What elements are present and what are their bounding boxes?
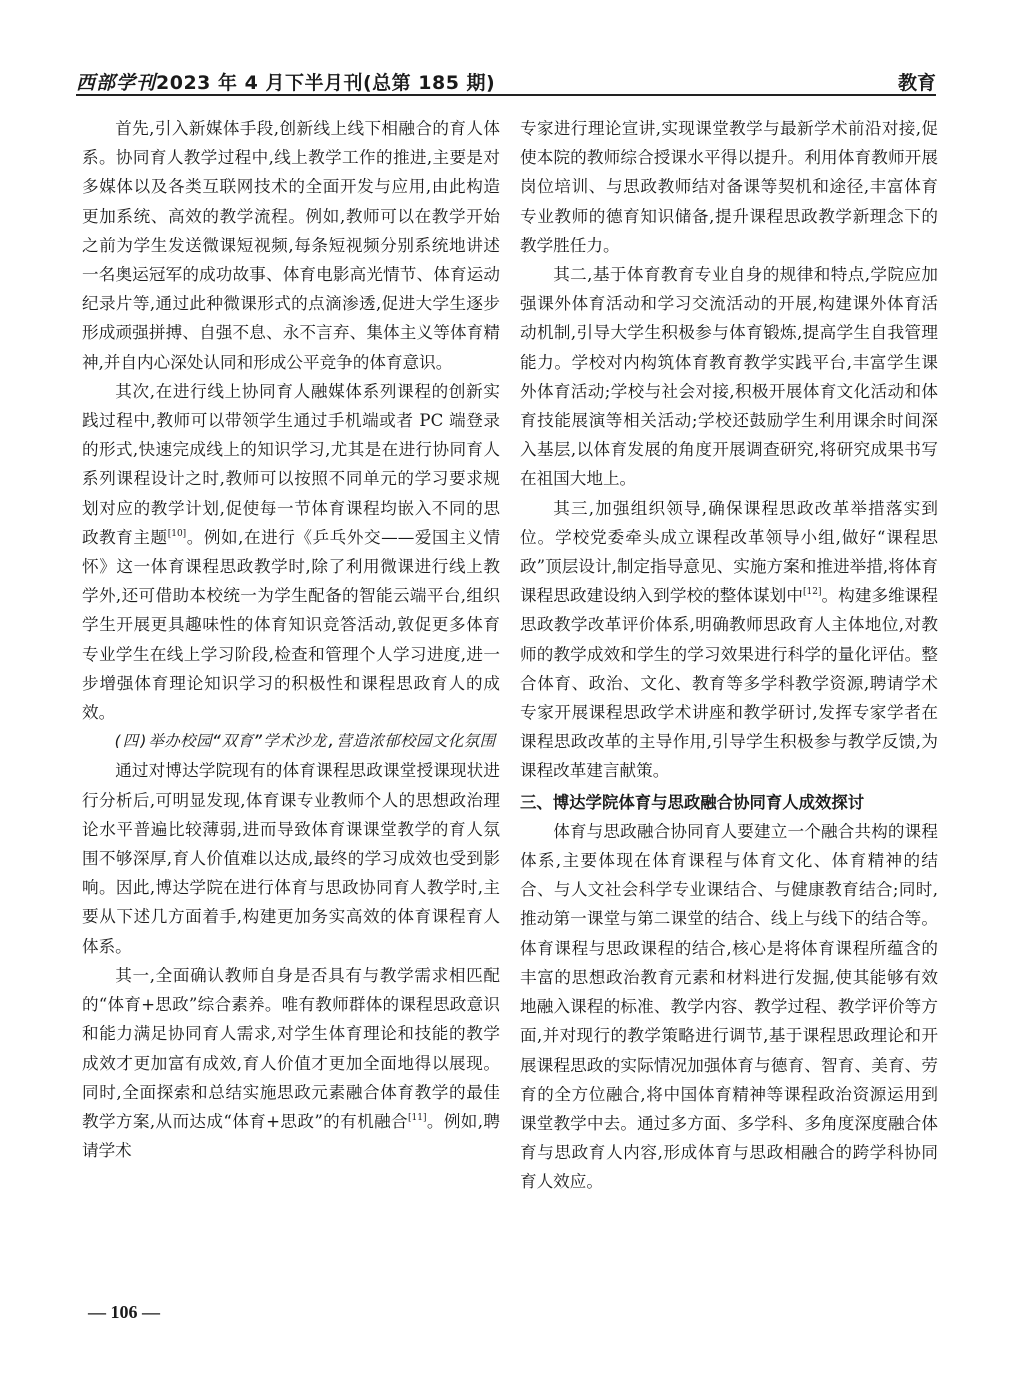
paragraph: 通过对博达学院现有的体育课程思政课堂授课现状进行分析后,可明显发现,体育课专业教师个人的思想政治理论水平普遍比较薄弱,进而导致体育课课堂教学的育人氛围不够深厚,育人价值难以达成,最终的学习成效也受到影响。因此,博达学院在进行体育与思政协同育人教学时,主要从下述几方面着手,构建更加务实高效的体育课程育人体系。	[82, 761, 500, 956]
right-column	[520, 114, 938, 1197]
left-column	[82, 114, 500, 1165]
page-number: — 106 —	[88, 1302, 160, 1322]
paragraph: 其次,在进行线上协同育人融媒体系列课程的创新实践过程中,教师可以带领学生通过手机端或者 PC 端登录的形式,快速完成线上的知识学习,尤其是在进行协同育人系列课程设计之时,教师可以按照不同单元的学习要求规划对应的教学计划,促使每一节体育课程均嵌入不同的思政教育主题[10]。例如,在进行《乒乓外交——爱国主义情怀》这一体育课程思政教学时,除了利用微课进行线上教学外,还可借助本校统一为学生配备的智能云端平台,组织学生开展更具趣味性的体育知识竞答活动,敦促更多体育专业学生在线上学习阶段,检查和管理个人学习进度,进一步增强体育理论知识学习的积极性和课程思政育人的成效。	[82, 381, 500, 723]
citation-ref: [10]	[167, 528, 187, 539]
journal-logo: 西部学刊	[76, 72, 157, 94]
paragraph: 体育与思政融合协同育人要建立一个融合共构的课程体系,主要体现在体育课程与体育文化、体育精神的结合、与人文社会科学专业课结合、与健康教育结合;同时,推动第一课堂与第二课堂的结合、线上与线下的结合等。体育课程与思政课程的结合,核心是将体育课程所蕴含的丰富的思想政治教育元素和材料进行发掘,使其能够有效地融入课程的标准、教学内容、教学过程、教学评价等方面,并对现行的教学策略进行调节,基于课程思政理论和开展课程思政的实际情况加强体育与德育、智育、美育、劳育的全方位融合,将中国体育精神等课程政治资源运用到课堂教学中去。通过多方面、多学科、多角度深度融合体育与思政育人内容,形成体育与思政相融合的跨学科协同育人效应。	[520, 821, 938, 1192]
paragraph: 其二,基于体育教育专业自身的规律和特点,学院应加强课外体育活动和学习交流活动的开展,构建课外体育活动机制,引导大学生积极参与体育锻炼,提高学生自我管理能力。学校对内构筑体育教育教学实践平台,丰富学生课外体育活动;学校与社会对接,积极开展体育文化活动和体育技能展演等相关活动;学校还鼓励学生利用课余时间深入基层,以体育发展的角度开展调查研究,将研究成果书写在祖国大地上。	[520, 265, 938, 489]
section-label: 教育	[897, 72, 936, 94]
journal-title	[76, 68, 495, 95]
citation-ref: [11]	[408, 1112, 427, 1123]
section-heading: 三、博达学院体育与思政融合协同育人成效探讨	[520, 792, 865, 812]
header-rule	[76, 94, 936, 96]
citation-ref: [12]	[803, 587, 822, 598]
paragraph: 专家进行理论宣讲,实现课堂教学与最新学术前沿对接,促使本院的教师综合授课水平得以提升。利用体育教师开展岗位培训、与思政教师结对备课等契机和途径,丰富体育专业教师的德育知识储备,提升课程思政教学新理念下的教学胜任力。	[520, 119, 938, 255]
page-header	[76, 62, 936, 96]
paragraph: 其三,加强组织领导,确保课程思政改革举措落实到位。学校党委牵头成立课程改革领导小组,做好“课程思政”顶层设计,制定指导意见、实施方案和推进举措,将体育课程思政建设纳入到学校的整体谋划中[12]。构建多维课程思政教学改革评价体系,明确教师思政育人主体地位,对教师的教学成效和学生的学习效果进行科学的量化评估。整合体育、政治、文化、教育等多学科教学资源,聘请学术专家开展课程思政学术讲座和教学研讨,发挥专家学者在课程思政改革的主导作用,引导学生积极参与教学反馈,为课程改革建言献策。	[520, 498, 939, 781]
paragraph: 其一,全面确认教师自身是否具有与教学需求相匹配的“体育+思政”综合素养。唯有教师群体的课程思政意识和能力满足协同育人需求,对学生体育理论和技能的教学成效才更加富有成效,育人价值才更加全面地得以展现。同时,全面探索和总结实施思政元素融合体育教学的最佳教学方案,从而达成“体育+思政”的有机融合[11]。例如,聘请学术	[82, 965, 500, 1161]
journal-issue: 2023 年 4 月下半月刊(总第 185 期)	[156, 72, 496, 94]
subsection-heading: (四)举办校园“双育”学术沙龙,营造浓郁校园文化氛围	[113, 732, 496, 751]
paragraph: 首先,引入新媒体手段,创新线上线下相融合的育人体系。协同育人教学过程中,线上教学工作的推进,主要是对多媒体以及各类互联网技术的全面开发与应用,由此构造更加系统、高效的教学流程。例如,教师可以在教学开始之前为学生发送微课短视频,每条短视频分别系统地讲述一名奥运冠军的成功故事、体育电影高光情节、体育运动纪录片等,通过此种微课形式的点滴渗透,促进大学生逐步形成顽强拼搏、自强不息、永不言弃、集体主义等体育精神,并自内心深处认同和形成公平竞争的体育意识。	[82, 119, 500, 372]
